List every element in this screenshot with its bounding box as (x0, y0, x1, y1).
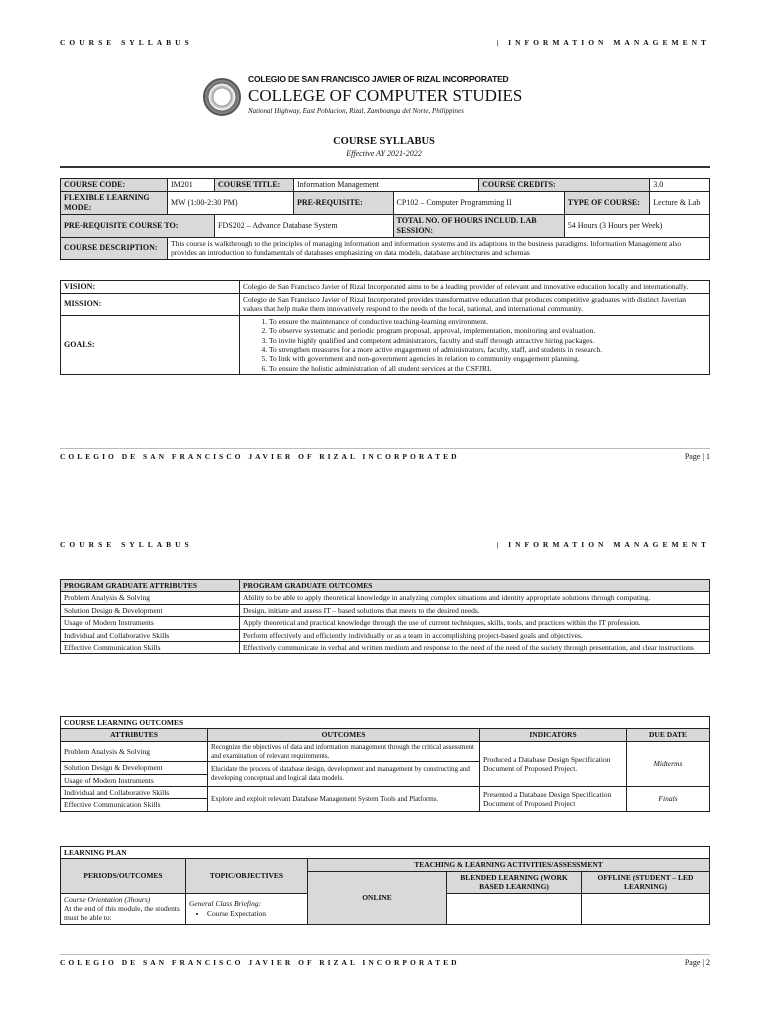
plan-topic-item: • Course Expectation (207, 909, 304, 918)
plan-header-teaching: TEACHING & LEARNING ACTIVITIES/ASSESSMENT (308, 859, 710, 871)
plan-topic-cell (186, 893, 308, 924)
page-footer (60, 448, 710, 461)
goal-item: 5. To link with government and non-government agencies in relation to community engagement planning. (269, 354, 706, 363)
plan-topic-list (189, 909, 304, 918)
page-number: Page | 1 (684, 452, 710, 461)
clo-attribute: Problem Analysis & Solving (61, 741, 208, 762)
goals-list (243, 317, 706, 373)
pga-outcome: Effectively communicate in verbal and written medium and response to the need of the need of the society through presentation, and clear instructions (240, 641, 710, 653)
plan-title: LEARNING PLAN (61, 847, 710, 859)
pga-header-outcomes: PROGRAM GRADUATE OUTCOMES (240, 580, 710, 592)
pga-outcome: Perform effectively and efficiently individually or as a team in accomplishing project-based goals and objectives. (240, 629, 710, 641)
clo-outcome: Elucidate the process of database design, development and management by constructing and developing conceptual and logical data models. (208, 762, 480, 787)
document-title: COURSE SYLLABUS (333, 136, 435, 147)
pga-outcome: Ability to be able to apply theoretical knowledge in analyzing complex situations and identity appropriate solutions through computing. (240, 592, 710, 604)
clo-header-due: DUE DATE (627, 729, 710, 741)
college-name-small: COLEGIO DE SAN FRANCISCO JAVIER OF RIZAL INCORPORATED (248, 74, 509, 84)
pga-attribute: Problem Analysis & Solving (61, 592, 240, 604)
plan-header-blended: BLENDED LEARNING (WORK BASED LEARNING) (447, 871, 582, 893)
header-left: COURSE SYLLABUS (60, 38, 193, 47)
footer-left: COLEGIO DE SAN FRANCISCO JAVIER OF RIZAL INCORPORATED (60, 958, 460, 967)
page-number: Page | 2 (684, 958, 710, 967)
goal-item: 4. To strengthen measures for a more active engagement of administrators, faculty, staff, and students in research. (269, 345, 706, 354)
footer-left: COLEGIO DE SAN FRANCISCO JAVIER OF RIZAL INCORPORATED (60, 452, 460, 461)
college-letterhead (203, 72, 533, 122)
page-header (60, 38, 710, 47)
pga-outcome: Design, initiate and assess IT – based solutions that meets to the desired needs. (240, 604, 710, 616)
type-label: TYPE OF COURSE: (564, 192, 650, 215)
pga-header-attributes: PROGRAM GRADUATE ATTRIBUTES (61, 580, 240, 592)
goal-item: 6. To ensure the holistic administration of all student services at the CSFJRI. (269, 364, 706, 373)
prereq-to-value: FDS202 – Advance Database System (215, 215, 394, 238)
mission-value: Colegio de San Francisco Javier of Rizal Incorporated provides transformative education that produces competitive graduates with distinct Javerian values that help make them innovatively respond to the needs of the local, national, and international community. (240, 294, 710, 316)
course-learning-outcomes-table (60, 716, 710, 812)
course-code-label: COURSE CODE: (61, 179, 168, 192)
clo-indicator: Presented a Database Design Specification Document of Proposed Project (480, 787, 627, 812)
clo-attribute: Effective Communication Skills (61, 799, 208, 811)
plan-header-topic: TOPIC/OBJECTIVES (186, 859, 308, 893)
prereq-to-label: PRE-REQUISITE COURSE TO: (61, 215, 215, 238)
document-subtitle: Effective AY 2021-2022 (346, 149, 422, 158)
course-credits-label: COURSE CREDITS: (479, 179, 650, 192)
page-footer (60, 954, 710, 967)
header-right: | INFORMATION MANAGEMENT (496, 540, 710, 549)
course-title-label: COURSE TITLE: (215, 179, 294, 192)
clo-attribute: Individual and Collaborative Skills (61, 787, 208, 799)
course-title-value: Information Management (294, 179, 479, 192)
clo-outcome: Recognize the objectives of data and information management through the critical assessment and examination of relevant requirements. (208, 741, 480, 762)
plan-period-title: Course Orientation (3hours) (64, 894, 151, 904)
clo-attribute: Solution Design & Development (61, 762, 208, 774)
plan-topic-title: General Class Briefing: (189, 899, 262, 909)
clo-due-date: Midterms (627, 741, 710, 786)
program-attributes-table (60, 579, 710, 654)
goal-item: 2. To observe systematic and periodic program proposal, approval, implementation, monitoring and evaluation. (269, 326, 706, 335)
course-info-table (60, 178, 710, 260)
college-address: National Highway, East Poblacion, Rizal, Zamboanga del Norte, Philippines (248, 107, 464, 115)
clo-header-indicators: INDICATORS (480, 729, 627, 741)
vmg-table (60, 280, 710, 375)
clo-header-outcomes: OUTCOMES (208, 729, 480, 741)
description-value: This course is walkthrough to the principles of managing information and information systems and its adaptions in the business paradigms. Information Management also provides an introduction to fundamentals of databases emphasizing on data models, database architectures and schemas (168, 238, 710, 260)
clo-indicator: Produced a Database Design Specification Document of Proposed Project. (480, 741, 627, 786)
plan-header-offline: OFFLINE (STUDENT – LED LEARNING) (582, 871, 710, 893)
plan-header-online: ONLINE (308, 871, 447, 924)
clo-title: COURSE LEARNING OUTCOMES (61, 717, 710, 729)
header-right: | INFORMATION MANAGEMENT (496, 38, 710, 47)
pga-attribute: Individual and Collaborative Skills (61, 629, 240, 641)
plan-offline-cell (582, 893, 710, 924)
plan-period-text: At the end of this module, the students must be able to: (64, 903, 180, 923)
clo-due-date: Finals (627, 787, 710, 812)
mode-label: FLEXIBLE LEARNING MODE: (61, 192, 168, 215)
vision-value: Colegio de San Francisco Javier of Rizal Incorporated aims to be a leading provider of relevant and innovative education locally and internationally. (240, 281, 710, 294)
description-label: COURSE DESCRIPTION: (61, 238, 168, 260)
hours-label: TOTAL NO. OF HOURS INCLUD. LAB SESSION: (393, 215, 564, 238)
course-code-value: IM201 (168, 179, 215, 192)
plan-period-cell (61, 893, 186, 924)
hours-value: 54 Hours (3 Hours per Week) (564, 215, 709, 238)
goal-item: 3. To invite highly qualified and competent administrators, faculty and staff through attractive hiring packages. (269, 336, 706, 345)
page-header (60, 540, 710, 549)
pga-attribute: Usage of Modern Instruments (61, 617, 240, 629)
type-value: Lecture & Lab (650, 192, 710, 215)
title-rule (60, 166, 710, 168)
mission-label: MISSION: (61, 294, 240, 316)
college-name-large: COLLEGE OF COMPUTER STUDIES (248, 86, 523, 105)
vision-label: VISION: (61, 281, 240, 294)
header-left: COURSE SYLLABUS (60, 540, 193, 549)
clo-attribute: Usage of Modern Instruments (61, 774, 208, 786)
pga-attribute: Effective Communication Skills (61, 641, 240, 653)
goal-item: 1. To ensure the maintenance of conductive teaching-learning environment. (269, 317, 706, 326)
plan-blended-cell (447, 893, 582, 924)
pga-outcome: Apply theoretical and practical knowledge through the use of current techniques, skills, tools, and practices within the IT profession. (240, 617, 710, 629)
prereq-label: PRE-REQUISITE: (294, 192, 394, 215)
pga-attribute: Solution Design & Development (61, 604, 240, 616)
college-seal-logo (203, 78, 241, 116)
clo-outcome: Explore and exploit relevant Database Management System Tools and Platforms. (208, 787, 480, 812)
clo-header-attributes: ATTRIBUTES (61, 729, 208, 741)
goals-list-cell (240, 315, 710, 374)
prereq-value: CP102 – Computer Programming II (393, 192, 564, 215)
learning-plan-table (60, 846, 710, 925)
goals-label: GOALS: (61, 315, 240, 374)
course-credits-value: 3.0 (650, 179, 710, 192)
mode-value: MW (1:00-2:30 PM) (168, 192, 294, 215)
plan-header-periods: PERIODS/OUTCOMES (61, 859, 186, 893)
